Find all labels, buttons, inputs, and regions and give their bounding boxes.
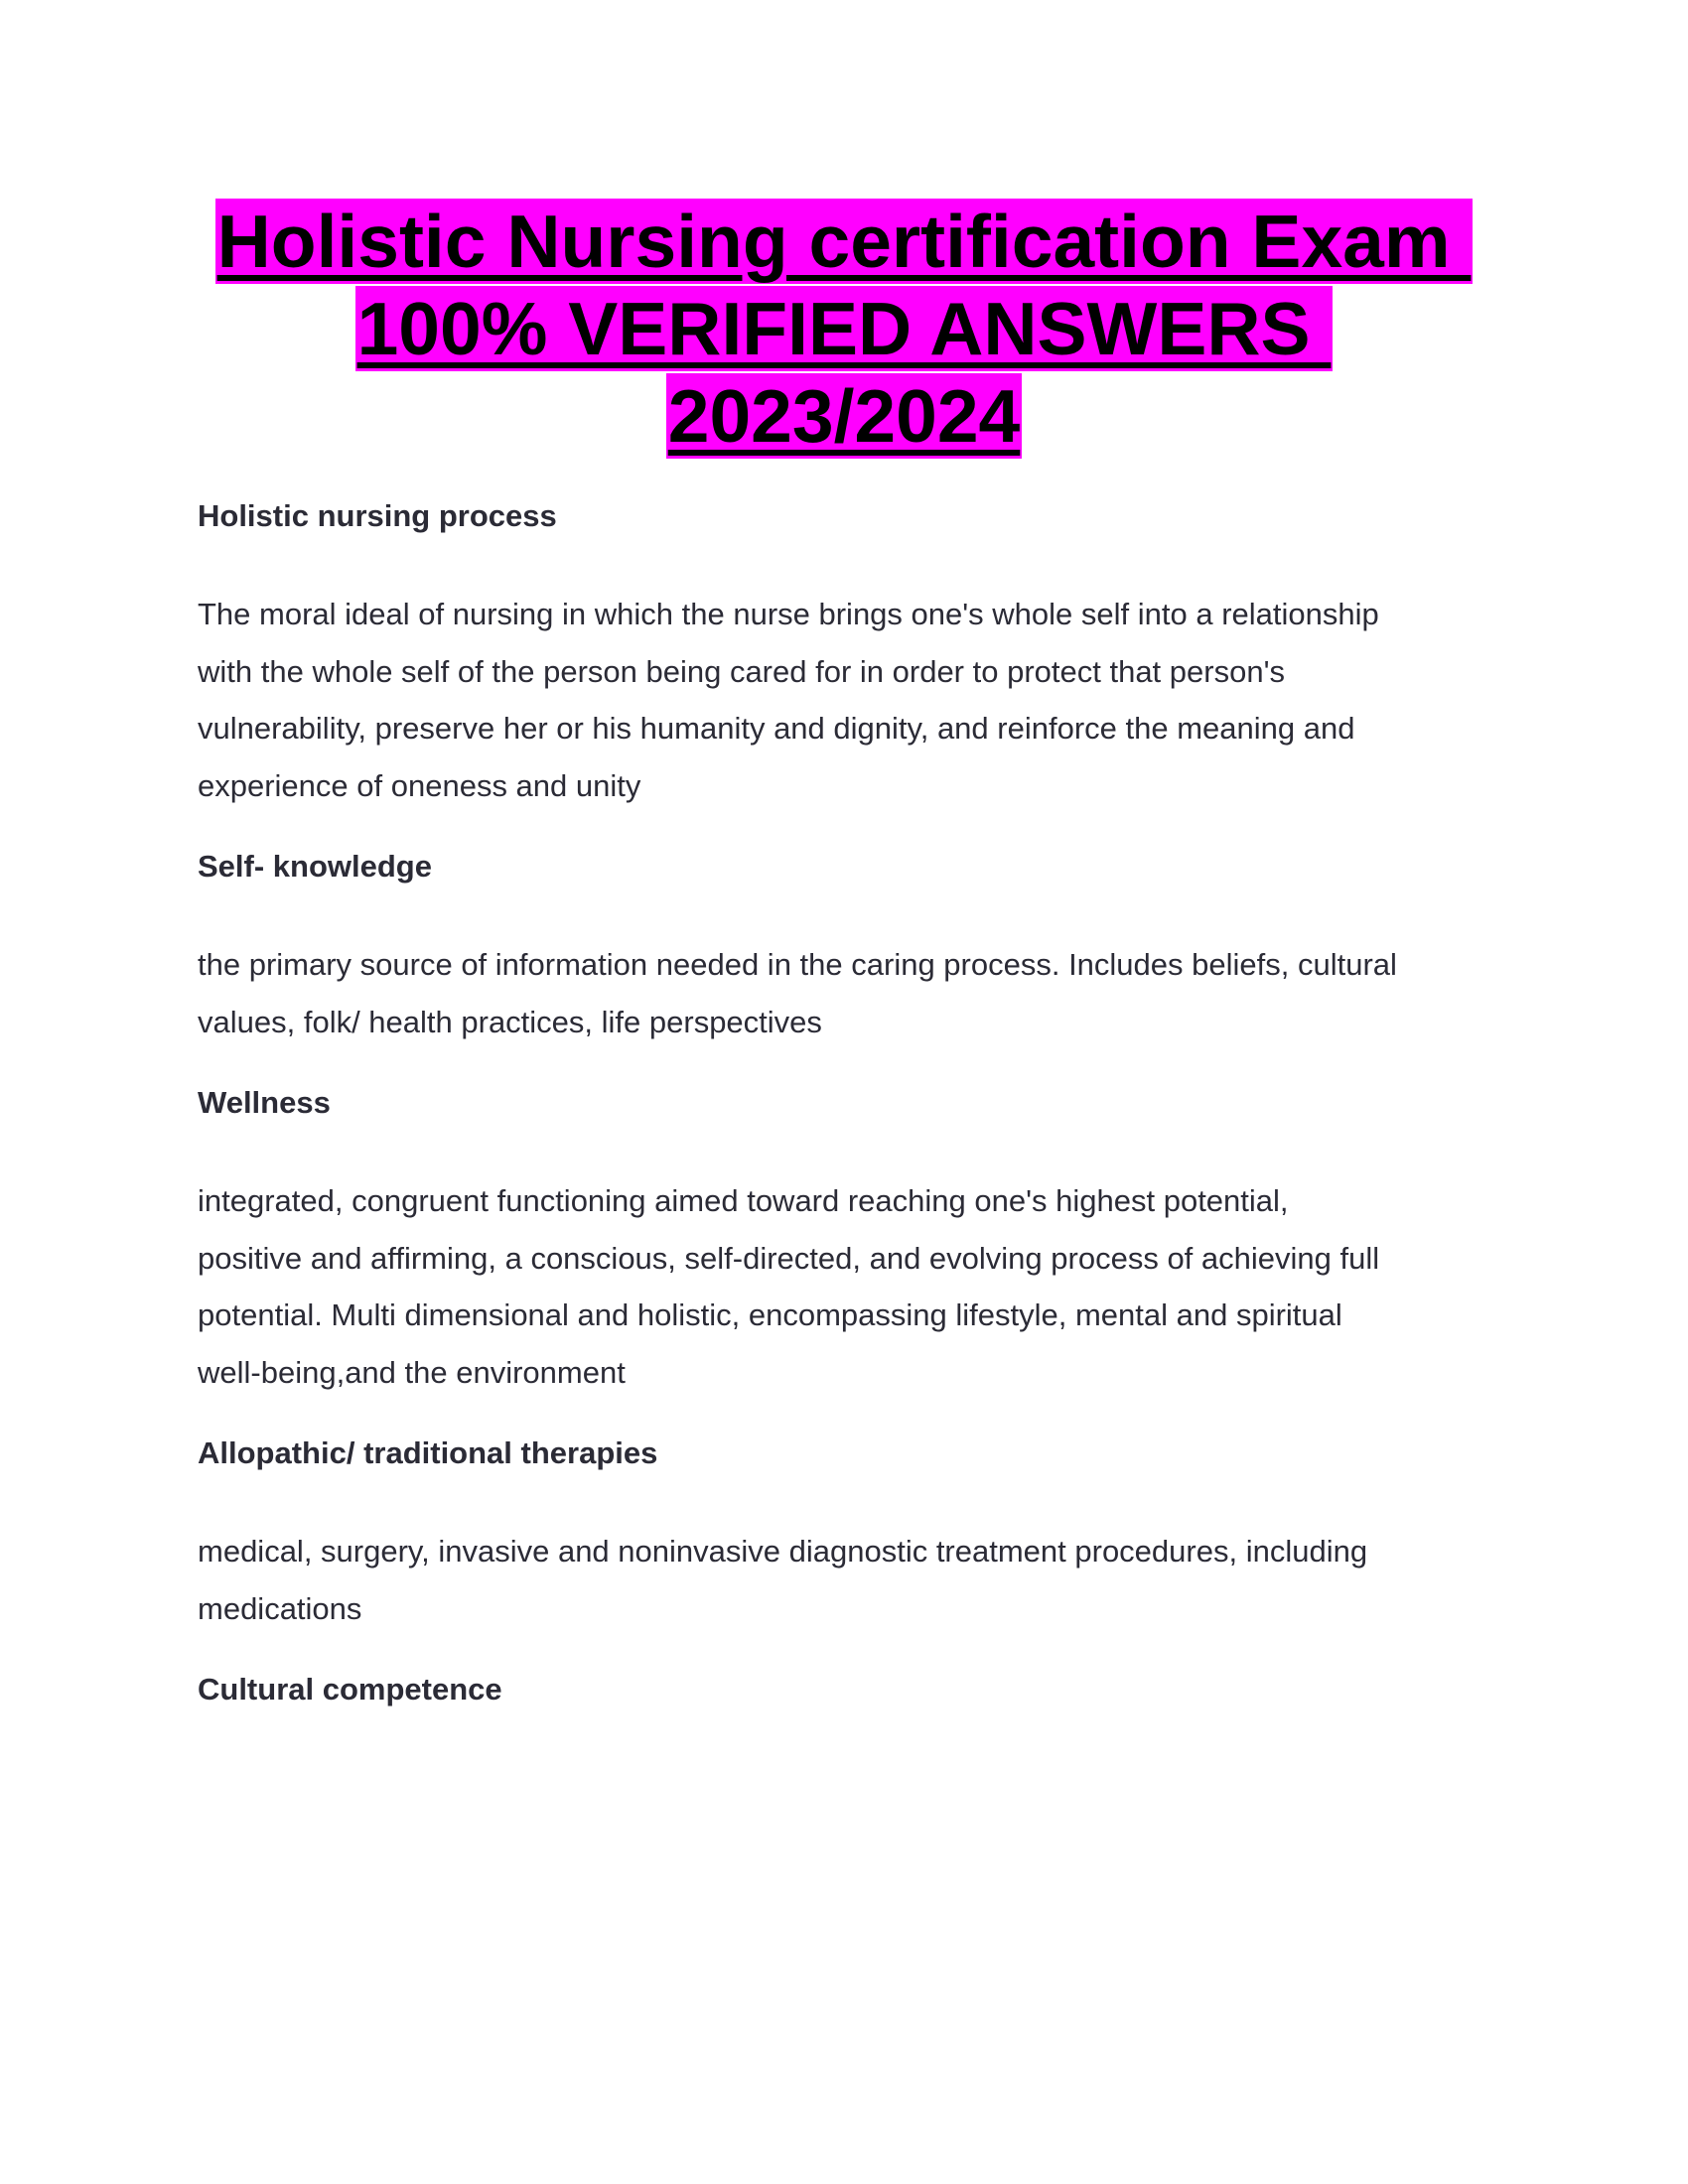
term-heading: Holistic nursing process xyxy=(198,498,557,533)
document-title xyxy=(149,199,1539,461)
entry-allopathic-traditional-therapies xyxy=(198,1433,1508,1637)
definition-line: with the whole self of the person being cared for in order to protect that person's xyxy=(198,653,1285,689)
term-heading: Allopathic/ traditional therapies xyxy=(198,1435,658,1470)
entry-cultural-competence xyxy=(198,1670,1508,1709)
definition-line: medical, surgery, invasive and noninvasive diagnostic treatment procedures, including xyxy=(198,1534,1368,1569)
definition-line: the primary source of information needed in the caring process. Includes beliefs, cultural xyxy=(198,947,1397,982)
entry-holistic-nursing-process xyxy=(198,496,1508,814)
definition-text xyxy=(198,936,1508,1050)
definition-line: well-being,and the environment xyxy=(198,1354,626,1390)
flashcard-list xyxy=(198,496,1508,1759)
title-line-1: Holistic Nursing certification Exam xyxy=(216,200,1472,283)
entry-wellness xyxy=(198,1083,1508,1401)
definition-line: positive and affirming, a conscious, self-directed, and evolving process of achieving full xyxy=(198,1240,1380,1276)
definition-line: medications xyxy=(198,1590,362,1626)
title-line-2: 100% VERIFIED ANSWERS xyxy=(356,287,1332,370)
definition-line: potential. Multi dimensional and holistic, encompassing lifestyle, mental and spiritual xyxy=(198,1297,1342,1332)
definition-text xyxy=(198,1523,1508,1637)
term-heading: Wellness xyxy=(198,1085,331,1120)
term-heading: Self- knowledge xyxy=(198,849,432,884)
term-heading: Cultural competence xyxy=(198,1672,502,1706)
definition-line: values, folk/ health practices, life perspectives xyxy=(198,1004,822,1039)
entry-self-knowledge xyxy=(198,847,1508,1050)
title-line-3: 2023/2024 xyxy=(667,374,1021,458)
definition-line: experience of oneness and unity xyxy=(198,767,641,803)
definition-line: The moral ideal of nursing in which the nurse brings one's whole self into a relationship xyxy=(198,597,1379,631)
definition-line: vulnerability, preserve her or his humanity and dignity, and reinforce the meaning and xyxy=(198,711,1355,746)
definition-text xyxy=(198,586,1508,814)
definition-line: integrated, congruent functioning aimed toward reaching one's highest potential, xyxy=(198,1183,1289,1218)
definition-text xyxy=(198,1172,1508,1401)
